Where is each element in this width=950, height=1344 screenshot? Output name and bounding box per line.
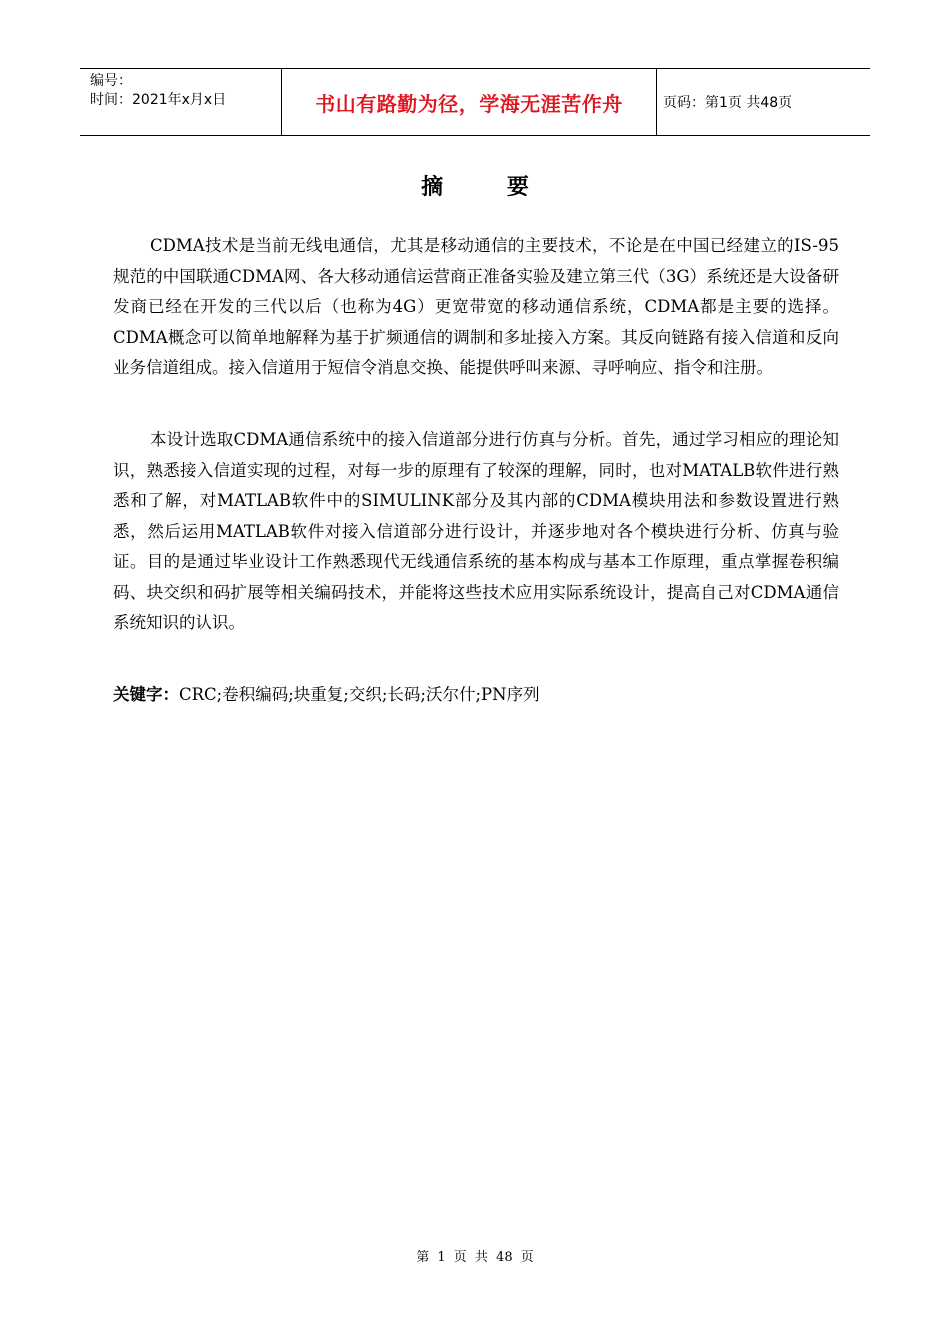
header-table bbox=[80, 68, 870, 136]
document-number-label: 编号： bbox=[90, 73, 132, 89]
document-date: 时间：2021年x月x日 bbox=[90, 92, 227, 108]
abstract-paragraph-1: CDMA技术是当前无线电通信，尤其是移动通信的主要技术，不论是在中国已经建立的IS-95规范的中国联通CDMA网、各大移动通信运营商正准备实验及建立第三代（3G）系统还是大设备研发商已经在开发的三代以后（也称为4G）更宽带宽的移动通信系统，CDMA都是主要的选择。CDMA概念可以简单地解释为基于扩频通信的调制和多址接入方案。其反向链路有接入信道和反向业务信道组成。接入信道用于短信令消息交换、能提供呼叫来源、寻呼响应、指令和注册。 bbox=[113, 236, 839, 377]
abstract-paragraph-2: 本设计选取CDMA通信系统中的接入信道部分进行仿真与分析。首先，通过学习相应的理论知识，熟悉接入信道实现的过程，对每一步的原理有了较深的理解，同时，也对MATALB软件进行熟悉和了解，对MATLAB软件中的SIMULINK部分及其内部的CDMA模块用法和参数设置进行熟悉，然后运用MATLAB软件对接入信道部分进行设计，并逐步地对各个模块进行分析、仿真与验证。目的是通过毕业设计工作熟悉现代无线通信系统的基本构成与基本工作原理，重点掌握卷积编码、块交织和码扩展等相关编码技术，并能将这些技术应用实际系统设计，提高自己对CDMA通信系统知识的认识。 bbox=[113, 430, 839, 632]
header-meta-cell bbox=[80, 69, 281, 135]
keywords-line bbox=[113, 680, 540, 710]
keywords-text: CRC;卷积编码;块重复;交织;长码;沃尔什;PN序列 bbox=[179, 685, 540, 704]
header-page-cell bbox=[657, 69, 870, 135]
page-footer: 第 1 页 共 48 页 bbox=[416, 1250, 534, 1265]
header-motto-cell bbox=[281, 69, 657, 135]
motto-text: 书山有路勤为径，学海无涯苦作舟 bbox=[315, 91, 623, 116]
header-page-info: 页码：第1页 共48页 bbox=[663, 95, 793, 111]
page-title: 摘 要 bbox=[421, 175, 557, 200]
keywords-label: 关键字： bbox=[113, 685, 179, 704]
